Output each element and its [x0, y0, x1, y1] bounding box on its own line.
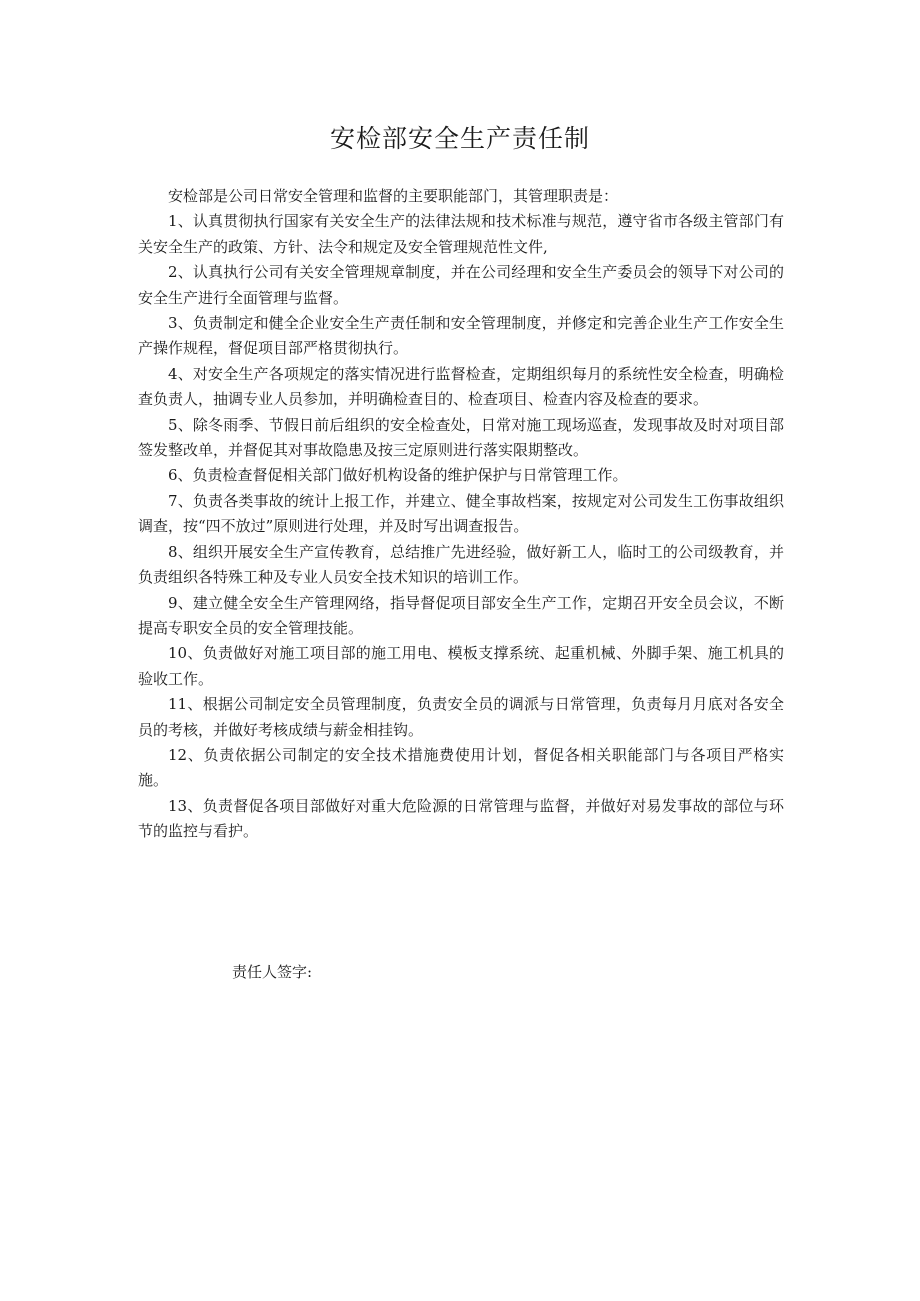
- duty-item-10: 10、负责做好对施工项目部的施工用电、模板支撑系统、起重机械、外脚手架、施工机具的验收工作。: [138, 644, 784, 688]
- duty-item-3: 3、负责制定和健全企业安全生产责任制和安全管理制度，并修定和完善企业生产工作安全生产操作规程，督促项目部严格贯彻执行。: [138, 314, 784, 358]
- duty-item-2: 2、认真执行公司有关安全管理规章制度，并在公司经理和安全生产委员会的领导下对公司的安全生产进行全面管理与监督。: [138, 263, 784, 307]
- duty-item-13: 13、负责督促各项目部做好对重大危险源的日常管理与监督，并做好对易发事故的部位与环节的监控与看护。: [138, 796, 784, 841]
- duty-item-4: 4、对安全生产各项规定的落实情况进行监督检查，定期组织每月的系统性安全检查，明确检查负责人，抽调专业人员参加，并明确检查目的、检查项目、检查内容及检查的要求。: [138, 364, 784, 409]
- document-body: [138, 184, 784, 845]
- duty-item-8: 8、组织开展安全生产宣传教育，总结推广先进经验，做好新工人，临时工的公司级教育，并负责组织各特殊工种及专业人员安全技术知识的培训工作。: [138, 542, 784, 587]
- duty-item-7: 7、负责各类事故的统计上报工作，并建立、健全事故档案，按规定对公司发生工伤事故组织调查，按“四不放过”原则进行处理，并及时写出调查报告。: [138, 491, 784, 536]
- intro-paragraph: 安检部是公司日常安全管理和监督的主要职能部门，其管理职责是：: [168, 187, 619, 205]
- duty-item-12: 12、负责依据公司制定的安全技术措施费使用计划，督促各相关职能部门与各项目严格实施。: [138, 745, 784, 790]
- duty-item-11: 11、根据公司制定安全员管理制度，负责安全员的调派与日常管理，负责每月月底对各安全员的考核，并做好考核成绩与薪金相挂钩。: [138, 695, 784, 739]
- duty-item-9: 9、建立健全安全生产管理网络，指导督促项目部安全生产工作，定期召开安全员会议，不断提高专职安全员的安全管理技能。: [138, 593, 784, 637]
- duty-item-6: 6、负责检查督促相关部门做好机构设备的维护保护与日常管理工作。: [168, 466, 628, 485]
- document-title: 安检部安全生产责任制: [329, 124, 590, 153]
- duty-item-5: 5、除冬雨季、节假日前后组织的安全检查处，日常对施工现场巡查，发现事故及时对项目部签发整改单，并督促其对事故隐患及按三定原则进行落实限期整改。: [138, 415, 784, 460]
- signature-label: 责任人签字:: [232, 963, 313, 981]
- duty-item-1: 1、认真贯彻执行国家有关安全生产的法律法规和技术标准与规范，遵守省市各级主管部门有关安全生产的政策、方针、法令和规定及安全管理规范性文件,: [138, 212, 784, 256]
